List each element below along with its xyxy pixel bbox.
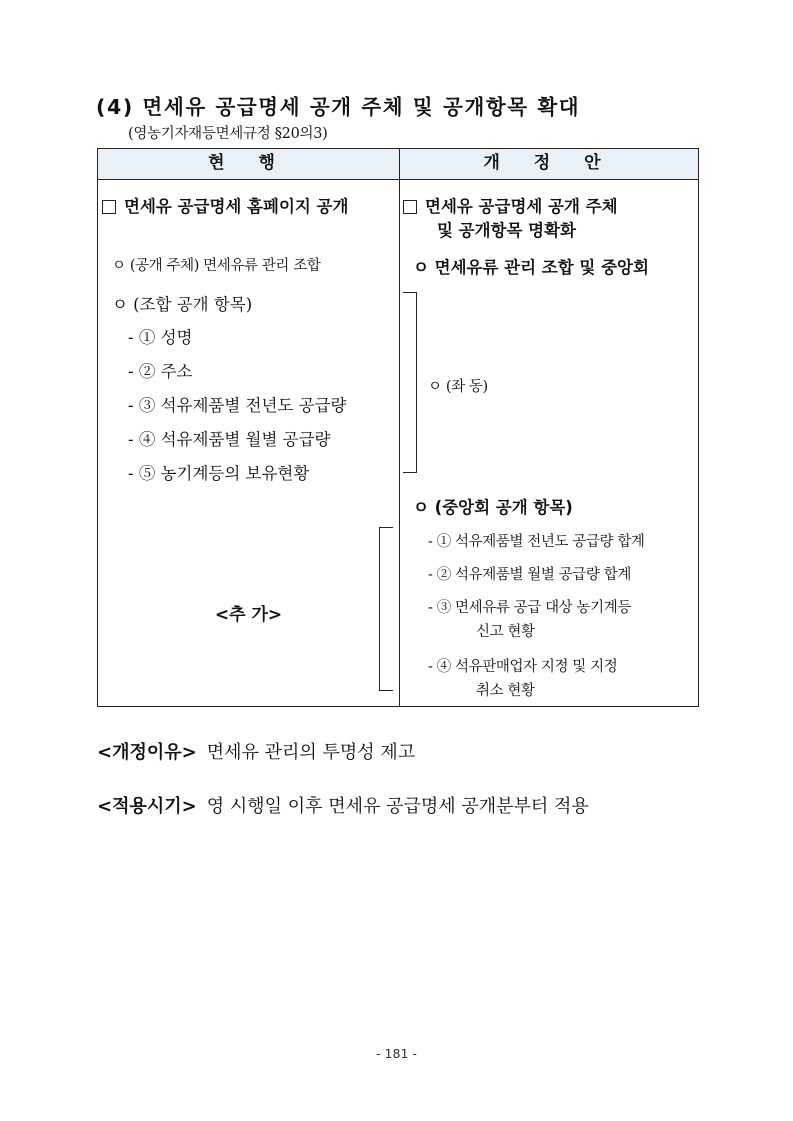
section-subtitle: (영농기자재등면세규정 §20의3): [128, 126, 328, 142]
column-divider: [399, 149, 400, 706]
left-heading: 면세유 공급명세 홈페이지 공개: [102, 193, 348, 217]
right-item: - ④ 석유판매업자 지정 및 지정: [428, 659, 618, 675]
revision-reason-text: 면세유 관리의 투명성 제고: [206, 742, 416, 763]
application-timing: [97, 792, 589, 818]
bracket-bottom: [379, 690, 393, 691]
right-entity: ㅇ 면세유류 관리 조합 및 중앙회: [413, 258, 649, 277]
table-header: [98, 149, 698, 180]
right-item-continued: 신고 현황: [476, 624, 535, 640]
bracket-vertical: [379, 527, 380, 691]
left-item: - ④ 석유제품별 월별 공급량: [128, 430, 331, 449]
left-entity: ㅇ (공개 주체) 면세유류 관리 조합: [112, 258, 321, 274]
right-heading: 면세유 공급명세 공개 주체: [403, 193, 618, 217]
right-item: - ③ 면세유류 공급 대상 농기계등: [428, 600, 631, 616]
application-timing-text: 영 시행일 이후 면세유 공급명세 공개분부터 적용: [206, 796, 589, 817]
header-current: 현 행: [208, 153, 289, 173]
revision-reason: [97, 738, 415, 764]
bracket-bottom: [403, 472, 417, 473]
header-proposed: 개 정 안: [483, 153, 615, 173]
application-timing-label: <적용시기>: [97, 796, 197, 817]
right-item: - ① 석유제품별 전년도 공급량 합계: [428, 534, 645, 550]
left-items-heading: ㅇ (조합 공개 항목): [112, 295, 253, 314]
right-heading-line2: 및 공개항목 명확화: [437, 221, 577, 240]
right-item: - ② 석유제품별 월별 공급량 합계: [428, 567, 631, 583]
left-item: - ② 주소: [128, 362, 193, 381]
bracket-top: [379, 527, 393, 528]
comparison-table: [97, 148, 699, 707]
right-same: ㅇ (좌 동): [428, 379, 488, 395]
right-item-continued: 취소 현황: [476, 683, 535, 699]
left-added-label: <추 가>: [214, 605, 283, 625]
left-item: - ⑤ 농기계등의 보유현황: [128, 464, 310, 483]
left-item: - ③ 석유제품별 전년도 공급량: [128, 396, 347, 415]
checkbox-square-icon: [403, 200, 417, 214]
right-items-heading: ㅇ (중앙회 공개 항목): [413, 498, 573, 517]
page-number: - 181 -: [376, 1046, 417, 1061]
bracket-vertical: [416, 292, 417, 473]
left-item: - ① 성명: [128, 328, 193, 347]
bracket-top: [403, 292, 417, 293]
checkbox-square-icon: [102, 200, 116, 214]
section-title: (4) 면세유 공급명세 공개 주체 및 공개항목 확대: [96, 95, 581, 119]
revision-reason-label: <개정이유>: [97, 742, 197, 763]
